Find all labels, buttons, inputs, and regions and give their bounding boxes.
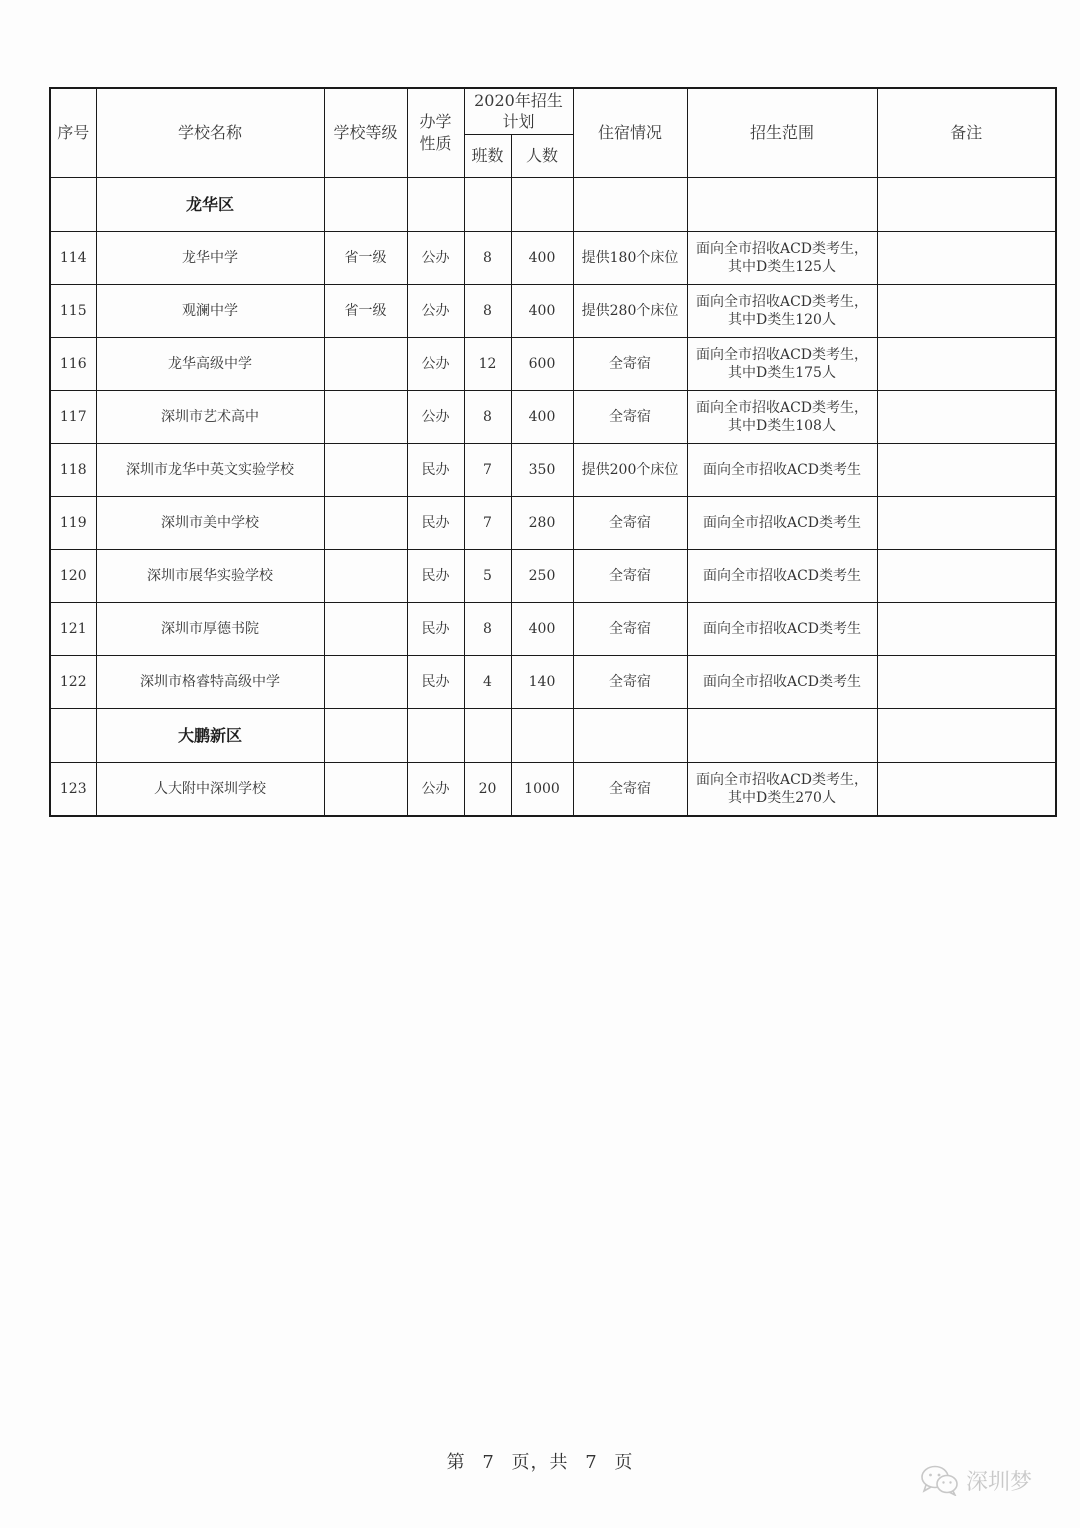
watermark-text: 深圳梦 [966,1469,1033,1495]
cell-seq: 122 [50,656,96,709]
cell-school-name: 人大附中深圳学校 [96,763,324,817]
cell-seq: 120 [50,550,96,603]
watermark [920,1462,1032,1498]
footer-prefix: 第 [446,1452,466,1473]
cell-students: 280 [511,497,573,550]
empty-cell [407,709,464,763]
cell-nature: 民办 [407,603,464,656]
empty-cell [687,178,877,232]
cell-classes: 8 [464,285,511,338]
scope-line-1: 面向全市招收ACD类考生 [702,674,862,690]
cell-nature: 公办 [407,232,464,285]
cell-scope [687,497,877,550]
cell-classes: 8 [464,391,511,444]
district-row [50,178,1056,232]
empty-cell [324,178,407,232]
header-nature-text: 办学性质 [419,112,452,153]
cell-students: 140 [511,656,573,709]
header-seq: 序号 [50,88,96,178]
cell-boarding: 全寄宿 [573,497,687,550]
cell-students: 250 [511,550,573,603]
scope-line-1: 面向全市招收ACD类考生， [695,400,869,416]
cell-scope [687,603,877,656]
empty-cell [464,178,511,232]
scope-line-1: 面向全市招收ACD类考生 [702,621,862,637]
cell-students: 400 [511,391,573,444]
header-plan-text: 2020年招生计划 [474,90,563,131]
cell-classes: 7 [464,497,511,550]
cell-school-name: 深圳市艺术高中 [96,391,324,444]
table-row [50,338,1056,391]
cell-note [877,603,1056,656]
cell-school-name: 龙华中学 [96,232,324,285]
cell-note [877,338,1056,391]
cell-classes: 12 [464,338,511,391]
cell-level: 省一级 [324,285,407,338]
district-seq-cell [50,178,96,232]
cell-school-name: 深圳市厚德书院 [96,603,324,656]
cell-seq: 116 [50,338,96,391]
page-footer [0,1448,1080,1474]
table-row [50,232,1056,285]
cell-nature: 民办 [407,497,464,550]
cell-school-name: 观澜中学 [96,285,324,338]
cell-classes: 7 [464,444,511,497]
cell-students: 400 [511,232,573,285]
cell-note [877,763,1056,817]
cell-level [324,550,407,603]
cell-note [877,232,1056,285]
header-note: 备注 [877,88,1056,178]
wechat-icon [920,1464,960,1496]
cell-students: 400 [511,285,573,338]
cell-school-name: 龙华高级中学 [96,338,324,391]
cell-boarding: 全寄宿 [573,763,687,817]
table-row [50,391,1056,444]
cell-nature: 民办 [407,656,464,709]
district-name: 龙华区 [96,178,324,232]
cell-level [324,444,407,497]
cell-boarding: 提供180个床位 [573,232,687,285]
empty-cell [573,178,687,232]
scope-line-2: 其中D类生120人 [728,312,836,328]
header-plan-group [464,88,573,134]
cell-scope [687,550,877,603]
cell-seq: 115 [50,285,96,338]
scope-line-1: 面向全市招收ACD类考生 [702,568,862,584]
cell-boarding: 全寄宿 [573,550,687,603]
table-row [50,444,1056,497]
header-school-level: 学校等级 [324,88,407,178]
scope-line-1: 面向全市招收ACD类考生， [695,347,869,363]
table-row [50,603,1056,656]
cell-nature: 民办 [407,550,464,603]
empty-cell [511,178,573,232]
footer-middle: 页，共 [511,1452,569,1473]
cell-seq: 114 [50,232,96,285]
scope-line-2: 其中D类生175人 [728,365,836,381]
empty-cell [324,709,407,763]
cell-seq: 119 [50,497,96,550]
cell-classes: 20 [464,763,511,817]
empty-cell [573,709,687,763]
table-body [50,178,1056,817]
scope-line-1: 面向全市招收ACD类考生 [702,462,862,478]
empty-cell [407,178,464,232]
scope-line-1: 面向全市招收ACD类考生， [695,772,869,788]
header-students: 人数 [511,134,573,178]
scope-line-1: 面向全市招收ACD类考生， [695,241,869,257]
scope-line-2: 其中D类生270人 [728,790,836,806]
cell-school-name: 深圳市龙华中英文实验学校 [96,444,324,497]
scope-line-1: 面向全市招收ACD类考生 [702,515,862,531]
cell-nature: 民办 [407,444,464,497]
admission-plan-table [49,87,1057,817]
cell-scope [687,232,877,285]
empty-cell [464,709,511,763]
cell-level: 省一级 [324,232,407,285]
empty-cell [877,178,1056,232]
cell-scope [687,444,877,497]
cell-boarding: 全寄宿 [573,338,687,391]
table-row [50,763,1056,817]
header-boarding: 住宿情况 [573,88,687,178]
cell-school-name: 深圳市格睿特高级中学 [96,656,324,709]
cell-boarding: 全寄宿 [573,603,687,656]
cell-classes: 8 [464,232,511,285]
cell-classes: 8 [464,603,511,656]
cell-note [877,391,1056,444]
table-row [50,497,1056,550]
cell-school-name: 深圳市美中学校 [96,497,324,550]
cell-boarding: 全寄宿 [573,391,687,444]
cell-scope [687,656,877,709]
cell-students: 1000 [511,763,573,817]
district-name: 大鹏新区 [96,709,324,763]
table-row [50,550,1056,603]
scope-line-1: 面向全市招收ACD类考生， [695,294,869,310]
cell-classes: 4 [464,656,511,709]
cell-seq: 123 [50,763,96,817]
cell-nature: 公办 [407,391,464,444]
cell-note [877,444,1056,497]
cell-note [877,550,1056,603]
scope-line-2: 其中D类生125人 [728,259,836,275]
footer-suffix: 页 [614,1452,634,1473]
cell-school-name: 深圳市展华实验学校 [96,550,324,603]
empty-cell [511,709,573,763]
cell-students: 350 [511,444,573,497]
cell-boarding: 提供200个床位 [573,444,687,497]
district-seq-cell [50,709,96,763]
cell-scope [687,285,877,338]
table-row [50,656,1056,709]
cell-seq: 117 [50,391,96,444]
cell-note [877,656,1056,709]
table-row [50,285,1056,338]
footer-current-page: 7 [482,1452,495,1473]
header-scope: 招生范围 [687,88,877,178]
cell-students: 600 [511,338,573,391]
cell-note [877,497,1056,550]
cell-level [324,497,407,550]
empty-cell [877,709,1056,763]
scope-line-2: 其中D类生108人 [728,418,836,434]
table-header [50,88,1056,178]
cell-seq: 121 [50,603,96,656]
cell-scope [687,391,877,444]
footer-total-pages: 7 [585,1452,598,1473]
cell-nature: 公办 [407,285,464,338]
cell-scope [687,338,877,391]
header-school-name: 学校名称 [96,88,324,178]
cell-level [324,603,407,656]
cell-level [324,656,407,709]
empty-cell [687,709,877,763]
cell-students: 400 [511,603,573,656]
header-school-nature [407,88,464,178]
cell-classes: 5 [464,550,511,603]
cell-level [324,391,407,444]
header-classes: 班数 [464,134,511,178]
cell-nature: 公办 [407,338,464,391]
cell-scope [687,763,877,817]
cell-nature: 公办 [407,763,464,817]
cell-level [324,763,407,817]
district-row [50,709,1056,763]
cell-boarding: 全寄宿 [573,656,687,709]
cell-level [324,338,407,391]
cell-boarding: 提供280个床位 [573,285,687,338]
cell-note [877,285,1056,338]
cell-seq: 118 [50,444,96,497]
